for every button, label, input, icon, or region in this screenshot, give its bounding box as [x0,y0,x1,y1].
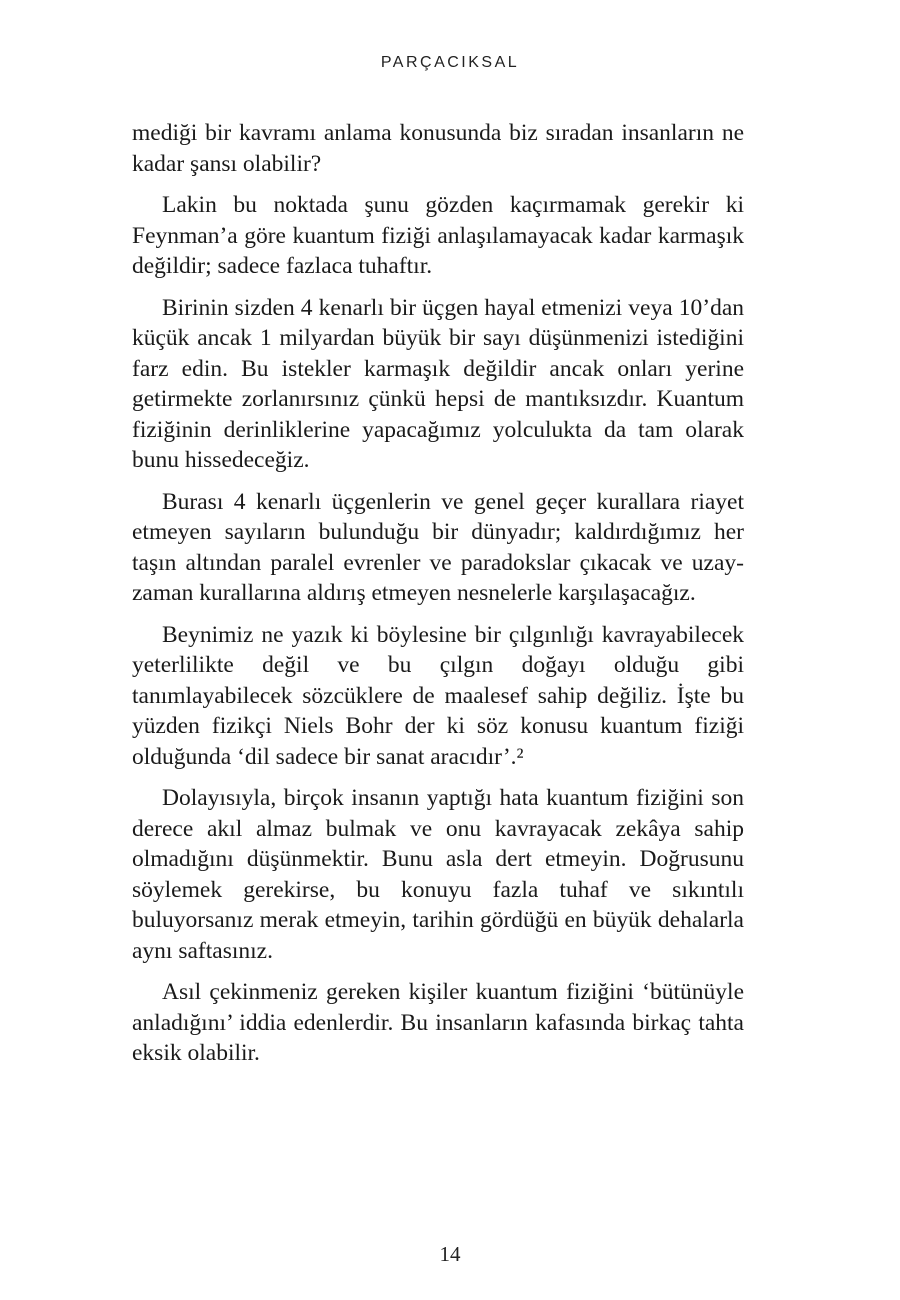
page-number: 14 [439,1242,461,1266]
paragraph: Birinin sizden 4 kenarlı bir üçgen hayal etmenizi veya 10’dan küçük ancak 1 milyardan büyük bir sayı düşünmenizi istediğini farz edin. Bu istekler karmaşık değildir ancak onları yerine getirmekte zorlanırsınız çünkü hepsi de mantıksızdır. Kuantum fiziğinin derinliklerine yapacağımız yolculukta da tam olarak bunu hissedeceğiz. [132,294,744,473]
running-header: PARÇACIKSAL [380,54,520,71]
paragraph: Dolayısıyla, birçok insanın yaptığı hata kuantum fiziğini son derece akıl almaz bulmak ve onu kavrayacak zekâya sahip olmadığını düşünmektir. Bunu asla dert etmeyin. Doğrusunu söylemek gerekirse, bu konuyu fazla tuhaf ve sıkıntılı buluyorsanız merak etmeyin, tarihin gördüğü en büyük dehalarla aynı saftasınız. [132,785,744,964]
paragraph: mediği bir kavramı anlama konusunda biz sıradan insanların ne kadar şansı olabilir? [132,120,744,177]
paragraph: Beynimiz ne yazık ki böylesine bir çılgınlığı kavrayabilecek yeterlilikte değil ve bu çılgın doğayı olduğu gibi tanımlayabilecek sözcüklere de maalesef sahip değiliz. İşte bu yüzden fizikçi Niels Bohr der ki söz konusu kuantum fiziği olduğunda ‘dil sadece bir sanat aracıdır’.² [132,621,744,770]
paragraph: Burası 4 kenarlı üçgenlerin ve genel geçer kurallara riayet etmeyen sayıların bulunduğu bir dünyadır; kaldırdığımız her taşın altından paralel evrenler ve paradokslar çıkacak ve uzay-zaman kurallarına aldırış etmeyen nesnelerle karşılaşacağız. [132,488,744,606]
body-text [132,118,744,1080]
paragraph: Lakin bu noktada şunu gözden kaçırmamak gerekir ki Feynman’a göre kuantum fiziği anlaşılamayacak kadar karmaşık değildir; sadece fazlaca tuhaftır. [132,192,744,279]
paragraph: Asıl çekinmeniz gereken kişiler kuantum fiziğini ‘bütünüyle anladığını’ iddia edenlerdir. Bu insanların kafasında birkaç tahta eksik olabilir. [132,979,744,1066]
